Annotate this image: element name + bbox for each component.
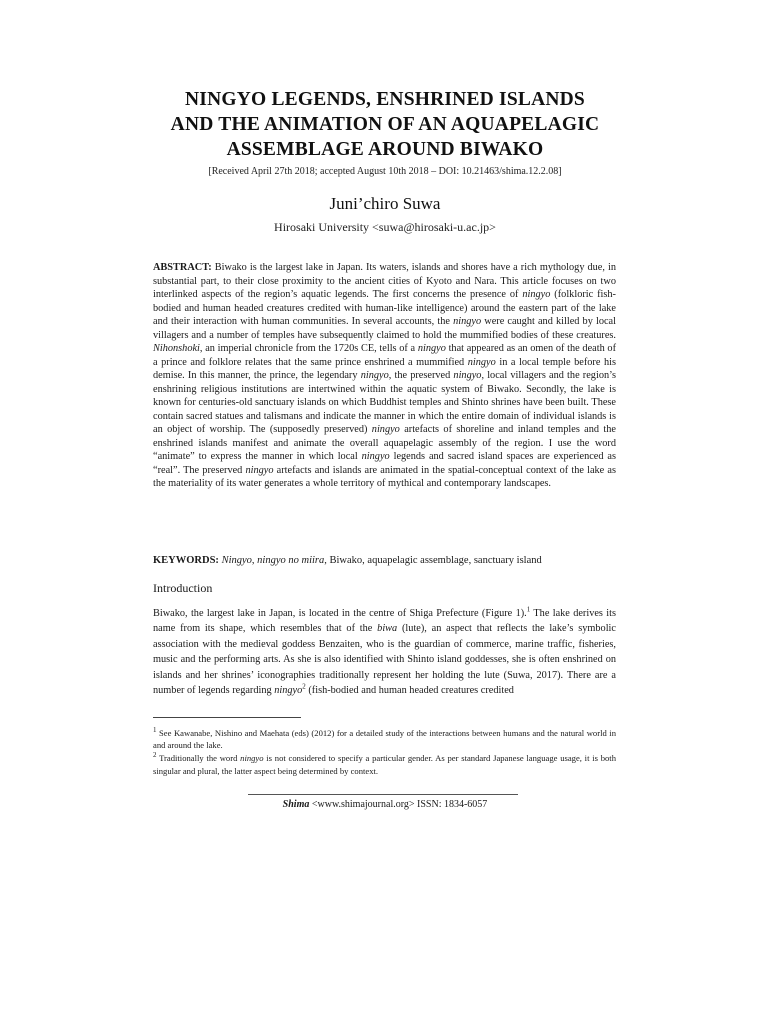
italic-term: ningyo no miira: [257, 555, 325, 566]
footnote-marker: 1: [153, 726, 157, 735]
italic-term: Nihonshoki: [153, 343, 200, 354]
footnote-marker: 2: [302, 682, 306, 691]
italic-term: ningyo: [245, 464, 274, 476]
paper-title: [100, 87, 670, 162]
text-run: Traditionally the word: [156, 753, 241, 764]
journal-footer: [100, 798, 670, 811]
text-run: (fish-bodied and human headed creatures credited: [305, 685, 514, 697]
author-affiliation: Hirosaki University <suwa@hirosaki-u.ac.jp>: [274, 220, 496, 234]
text-run: were caught and killed by local villagers and a number of temples have subsequently claimed to hold the mummified bodies of these creatures.: [153, 316, 616, 341]
italic-term: Ningyo: [221, 555, 252, 566]
text-run: , local villagers and the region’s enshrining religious institutions are intertwined within the aquatic system of Biwako. Secondly, the lake is known for centuries-old sanctuary islands on which Buddhist temples and Shinto shrines have been built. These contain sacred statues and talismans and indicate the manner in which the entire domain of individual islands is an object of worship. The (supposedly preserved): [153, 370, 616, 435]
body-paragraph: [153, 606, 616, 698]
text-run: , the preserved: [388, 370, 454, 381]
footnote-divider: [153, 717, 301, 718]
title-line: AND THE ANIMATION OF AN AQUAPELAGIC: [170, 114, 600, 135]
footnote-marker: 2: [153, 751, 157, 760]
italic-term: ningyo: [361, 451, 390, 462]
text-run: in a local temple before his demise. In this manner, the prince, the legendary: [153, 356, 616, 381]
text-run: legends and sacred island spaces are experienced as “real”. The preserved: [153, 451, 617, 476]
italic-term: ningyo: [453, 316, 482, 327]
text-run: The lake derives its name from its shape, which resembles that of the: [153, 608, 616, 635]
footnote-marker: 1: [526, 605, 531, 614]
italic-term: ningyo: [467, 356, 496, 368]
title-line: ASSEMBLAGE AROUND BIWAKO: [226, 139, 544, 160]
section-heading-introduction: Introduction: [153, 581, 213, 595]
text-run: Biwako, the largest lake in Japan, is located in the centre of Shiga Prefecture (Figure 1).: [153, 608, 527, 619]
italic-term: ningyo: [371, 424, 400, 435]
text-run: , Biwako, aquapelagic assemblage, sanctuary island: [324, 555, 542, 566]
italic-term: biwa: [377, 623, 398, 635]
text-run: Biwako is the largest lake in Japan. Its waters, islands and shores have a rich mythology due, in substantial part, to their close proximity to the ancient cities of Kyoto and Nara. This article focuses on two interlinked aspects of the region’s aquatic legends. The first concerns the presence of: [153, 262, 616, 300]
text-run: that appeared as an omen of the death of a prince and folklore relates that the same prince enshrined a mummified: [153, 343, 617, 368]
abstract: [153, 261, 616, 491]
footnotes: [153, 727, 616, 778]
abstract-label: ABSTRACT:: [153, 262, 212, 273]
footnote-1: [153, 727, 616, 751]
text-run: , an imperial chronicle from the 1720s CE, tells of a: [199, 343, 418, 354]
text-run: See Kawanabe, Nishino and Maehata (eds) (2012) for a detailed study of the interactions between humans and the natural world in and around the lake.: [153, 728, 616, 751]
italic-term: ningyo: [417, 343, 446, 354]
italic-term: ningyo: [274, 685, 303, 697]
keywords-list: [219, 555, 542, 566]
received-dates: [Received April 27th 2018; accepted August 10th 2018 – DOI: 10.21463/shima.12.2.08]: [208, 166, 562, 177]
journal-divider: [248, 794, 518, 795]
journal-url-issn: <www.shimajournal.org> ISSN: 1834-6057: [309, 799, 488, 810]
text-run: is not considered to specify a particular gender. As per standard Japanese language usage, it is both singular and plural, the latter aspect being determined by context.: [153, 753, 616, 776]
italic-term: ningyo: [453, 370, 482, 381]
text-run: artefacts of shoreline and inland temples and the enshrined islands manifest and animate the overall aquapelagic assembly of the region. I use the word “animate” to express the manner in which local: [153, 424, 616, 462]
text-run: (lute), an aspect that reflects the lake’s symbolic association with the medieval goddess Benzaiten, who is the guardian of commerce, marine traffic, fisheries, music and the performing arts. As she is also identified with Shinto island goddesses, she is often enshrined on islands and her shrines’ iconographies traditionally represent her holding the lute (Suwa, 2017). There are a number of legends regarding: [153, 623, 616, 697]
italic-term: ningyo: [240, 753, 264, 764]
keywords: [153, 554, 616, 568]
text-run: (folkloric fish-bodied and human headed creatures credited with human-like intelligence) around the eastern part of the lake and their interaction with human communities. In several accounts, the: [153, 289, 616, 327]
journal-name: Shima: [282, 799, 310, 810]
text-run: ,: [251, 555, 258, 566]
text-run: artefacts and islands are animated in the spatial-conceptual context of the lake as the materiality of its water generates a whole territory of mythical and contemporary landscapes.: [153, 464, 616, 489]
italic-term: ningyo: [360, 370, 389, 381]
footnote-2: [153, 752, 616, 776]
author-name: Juni’chiro Suwa: [329, 194, 441, 213]
abstract-text: [153, 262, 616, 489]
italic-term: ningyo: [522, 289, 551, 300]
title-line: NINGYO LEGENDS, ENSHRINED ISLANDS: [185, 89, 585, 110]
keywords-label: KEYWORDS:: [153, 555, 219, 566]
